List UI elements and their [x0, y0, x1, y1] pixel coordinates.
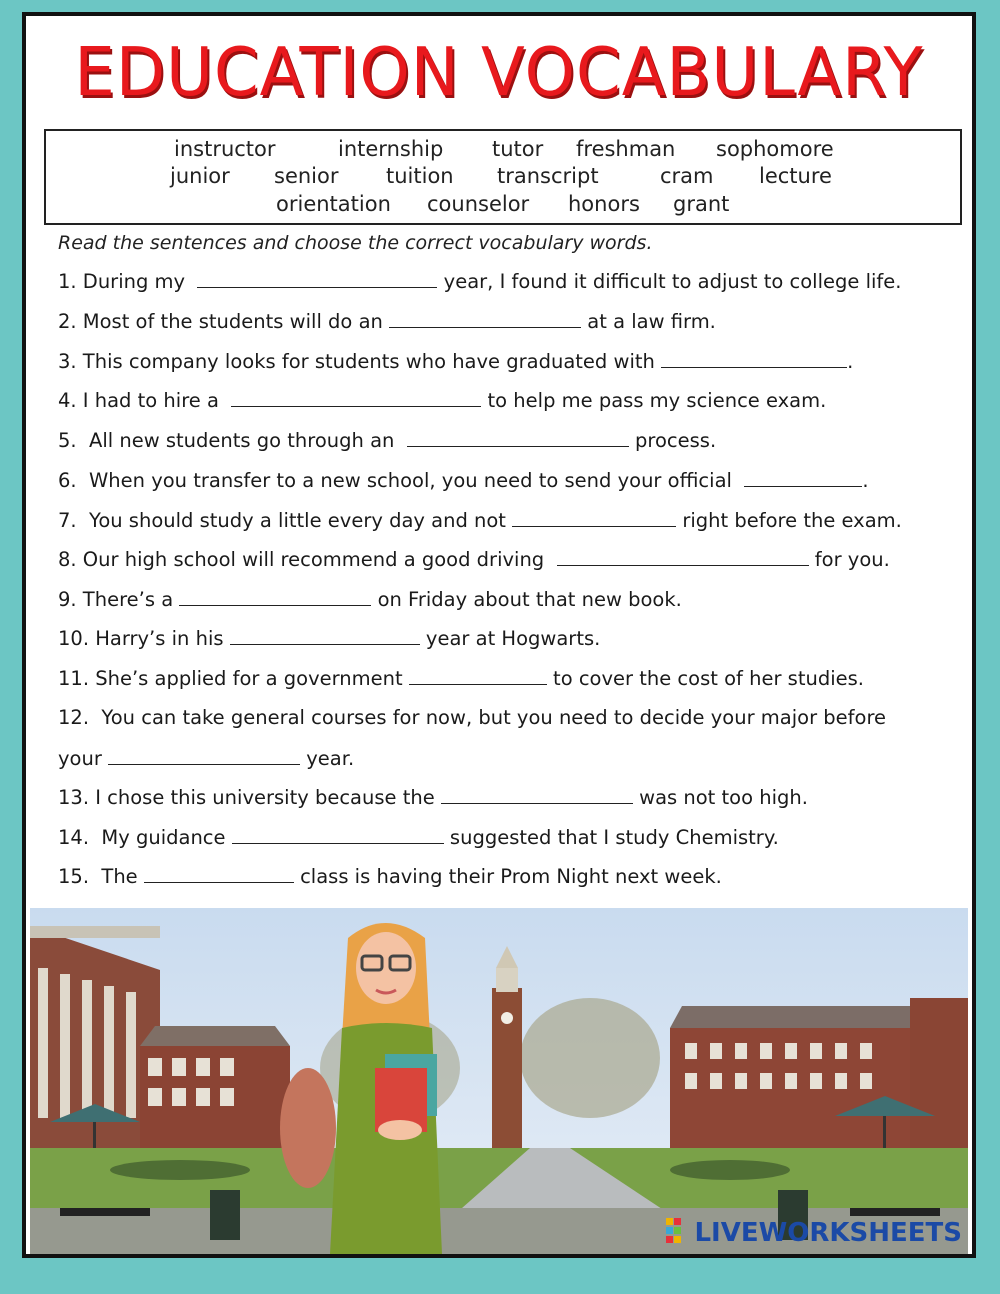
sentence-text: 15. The [58, 865, 144, 888]
sentence-text: 1. During my [58, 270, 198, 293]
word-bank [44, 129, 962, 225]
sentence-text: year. [300, 747, 355, 770]
word-bank-word: cram [660, 164, 714, 188]
answer-blank-10[interactable] [230, 626, 420, 645]
answer-blank-11[interactable] [409, 666, 547, 685]
word-bank-word: freshman [576, 137, 676, 161]
sentence-text: 3. This company looks for students who have graduated with [58, 350, 662, 373]
answer-blank-1[interactable] [197, 269, 437, 288]
sentence-10 [58, 626, 600, 650]
liveworksheets-logo-text: LIVEWORKSHEETS [694, 1218, 962, 1248]
sentence-6 [58, 468, 869, 492]
word-bank-row-2 [46, 164, 960, 192]
sentence-text: was not too high. [632, 786, 808, 809]
instructions: Read the sentences and choose the correct vocabulary words. [58, 232, 653, 254]
sentence-text: 6. When you transfer to a new school, you need to send your official [58, 469, 745, 492]
word-bank-word: instructor [174, 137, 276, 161]
sentence-text: year at Hogwarts. [419, 627, 601, 650]
sentence-text: to help me pass my science exam. [481, 389, 827, 412]
answer-blank-3[interactable] [661, 349, 847, 368]
answer-blank-8[interactable] [557, 547, 809, 566]
sentence-11 [58, 666, 864, 690]
word-bank-word: transcript [497, 164, 599, 188]
sentence-14 [58, 825, 779, 849]
answer-blank-14[interactable] [232, 825, 444, 844]
sentence-13 [58, 785, 808, 809]
sentence-text: on Friday about that new book. [371, 588, 682, 611]
campus-scene-image [30, 908, 968, 1254]
word-bank-word: honors [568, 192, 640, 216]
sentence-text: 13. I chose this university because the [58, 786, 441, 809]
sentence-1 [58, 269, 902, 293]
answer-blank-15[interactable] [144, 864, 294, 883]
sentence-2 [58, 309, 716, 333]
word-bank-row-3 [46, 192, 960, 220]
sentence-text: right before the exam. [676, 509, 902, 532]
word-bank-word: senior [274, 164, 339, 188]
liveworksheets-logo [666, 1218, 962, 1248]
word-bank-word: junior [170, 164, 230, 188]
sentence-4 [58, 388, 826, 412]
sentence-5 [58, 428, 716, 452]
sentence-7 [58, 508, 902, 532]
sentence-12 [58, 706, 886, 729]
word-bank-row-1 [46, 137, 960, 165]
answer-blank-7[interactable] [512, 508, 676, 527]
answer-blank-9[interactable] [179, 587, 371, 606]
worksheet [22, 12, 976, 1258]
sentence-text: year, I found it difficult to adjust to college life. [437, 270, 902, 293]
sentence-text: at a law firm. [581, 310, 716, 333]
sentence-text: class is having their Prom Night next week. [293, 865, 722, 888]
sentence-text: 9. There’s a [58, 588, 180, 611]
word-bank-word: tutor [492, 137, 544, 161]
sentence-text: 5. All new students go through an [58, 429, 407, 452]
sentence-9 [58, 587, 682, 611]
word-bank-word: tuition [386, 164, 454, 188]
word-bank-word: sophomore [716, 137, 834, 161]
sentence-text: to cover the cost of her studies. [546, 667, 864, 690]
sentence-12-continued [58, 746, 354, 770]
sentence-text: process. [628, 429, 717, 452]
sentence-text: 4. I had to hire a [58, 389, 232, 412]
sentence-3 [58, 349, 853, 373]
liveworksheets-logo-icon [666, 1218, 690, 1244]
answer-blank-12[interactable] [108, 746, 300, 765]
word-bank-word: orientation [276, 192, 391, 216]
sentence-text: . [862, 469, 869, 492]
word-bank-word: internship [338, 137, 444, 161]
campus-illustration [30, 908, 968, 1254]
sentence-text: for you. [808, 548, 890, 571]
sentence-text: . [847, 350, 854, 373]
sentence-text: 10. Harry’s in his [58, 627, 230, 650]
word-bank-word: grant [673, 192, 730, 216]
sentence-text: 12. You can take general courses for now, but you need to decide your major before [58, 706, 887, 729]
answer-blank-6[interactable] [744, 468, 862, 487]
worksheet-title: EDUCATION VOCABULARY [74, 34, 924, 112]
sentence-text: 14. My guidance [58, 826, 232, 849]
answer-blank-4[interactable] [231, 388, 481, 407]
answer-blank-2[interactable] [389, 309, 581, 328]
answer-blank-5[interactable] [407, 428, 629, 447]
sentence-15 [58, 864, 722, 888]
answer-blank-13[interactable] [441, 785, 633, 804]
sentence-8 [58, 547, 890, 571]
sentence-text: your [58, 747, 109, 770]
sentence-text: 11. She’s applied for a government [58, 667, 409, 690]
word-bank-word: counselor [427, 192, 530, 216]
sentence-text: 8. Our high school will recommend a good driving [58, 548, 557, 571]
sentence-text: 2. Most of the students will do an [58, 310, 390, 333]
word-bank-word: lecture [759, 164, 832, 188]
sentence-text: 7. You should study a little every day and not [58, 509, 513, 532]
sentence-text: suggested that I study Chemistry. [443, 826, 779, 849]
